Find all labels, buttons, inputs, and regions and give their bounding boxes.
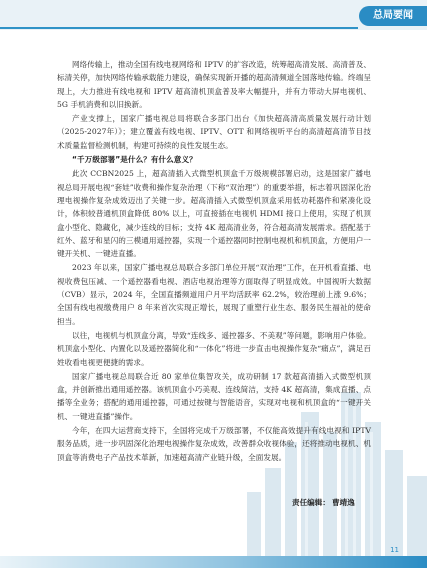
article-body [57, 58, 371, 465]
section-tab: 总局要闻 [359, 6, 427, 26]
paragraph: 今年，在四大运营商支持下，全国将完成千万级部署，不仅能高效提升有线电视和 IPTV 服务品质，进一步巩固深化治理电视操作复杂成效，改善群众收视体验，还将推动电视机、机顶盒等消费电子产品技术革新，加速超高清产业链升级，全面发展。 [57, 426, 371, 462]
paragraph: 产业支撑上，国家广播电视总局将联合多部门出台《加快超高清高质量发展行动计划（2025-2027年）》；建立覆盖有线电视、IPTV、OTT 和网络视听平台的高清超高清节目技术质量监督检测机制，构建可持续的良性发展生态。 [57, 114, 371, 150]
paragraph: 2023 年以来，国家广播电视总局联合多部门单位开展“双治理”工作，在开机看直播、电视收费包压减、一个遥控器看电视、酒店电视治理等方面取得了明显成效。中国视听大数据（CVB）显示，2024 年，全国直播频道用户月平均活跃率 62.2%，较治理前上涨 9.6%；全国有线电视缴费用户 8 年来首次实现正增长，展现了重塑行业生态、服务民生福祉的使命担当。 [57, 263, 371, 326]
editor-credit [292, 497, 355, 508]
page-number: 11 [390, 546, 399, 554]
question-heading: “千万级部署”是什么？有什么意义？ [72, 155, 197, 165]
header-stripe [0, 27, 358, 29]
paragraph: 以往，电视机与机顶盒分离，导致“连线多、遥控器多、不美观”等问题，影响用户体验。机顶盒小型化、内置化以及遥控器简化和“一体化”将进一步直击电视操作复杂“痛点”，满足百姓收看电视更便捷的需求。 [57, 330, 371, 367]
paragraph: 国家广播电视总局联合近 80 家单位集智攻关，成功研制 17 款超高清插入式微型机顶盒，并创新推出通用遥控器。该机顶盒小巧美观、连线简洁，支持 4K 超高清，集成直播、点播等全业务；搭配的通用遥控器，可通过按键与智能语音，实现对电视和机顶盒的“一键开关机、一键进直播”操作。 [57, 371, 371, 421]
paragraph: 网络传输上，推动全国有线电视网络和 IPTV 的扩容改造，统筹超高清发展、高清普及、标清关停，加快网络传输承载能力建设，确保实现新开播的超高清频道全国落地传输。终端呈现上，大力推进有线电视和 IPTV 超高清机顶盒普及率大幅提升，并有力带动大屏电视机、5G 手机消费和以旧换新。 [57, 60, 371, 109]
editor-name: 曹靖逸 [331, 498, 355, 507]
footer-bar [0, 556, 427, 568]
paragraph: 此次 CCBN2025 上，超高清插入式微型机顶盒千万级规模部署启动，这是国家广播电视总局开展电视“套娃”收费和操作复杂治理（下称“双治理”）的重要举措，标志着巩固深化治理电视操作复杂成效迈出了关键一步。超高清插入式微型机顶盒采用低功耗器件和紧凑化设计，体积较普通机顶盒降低 80% 以上，可直接插在电视机 HDMI 接口上使用，实现了机顶盒小型化、隐藏化，减少连线的目标；支持 4K 超高清业务，符合超高清发展需求。搭配基于红外、蓝牙和星闪的三模通用遥控器，实现一个遥控器同时控制电视机和机顶盒，方便用户一键开关机、一键进直播。 [57, 169, 371, 259]
editor-label: 责任编辑： [292, 498, 330, 507]
